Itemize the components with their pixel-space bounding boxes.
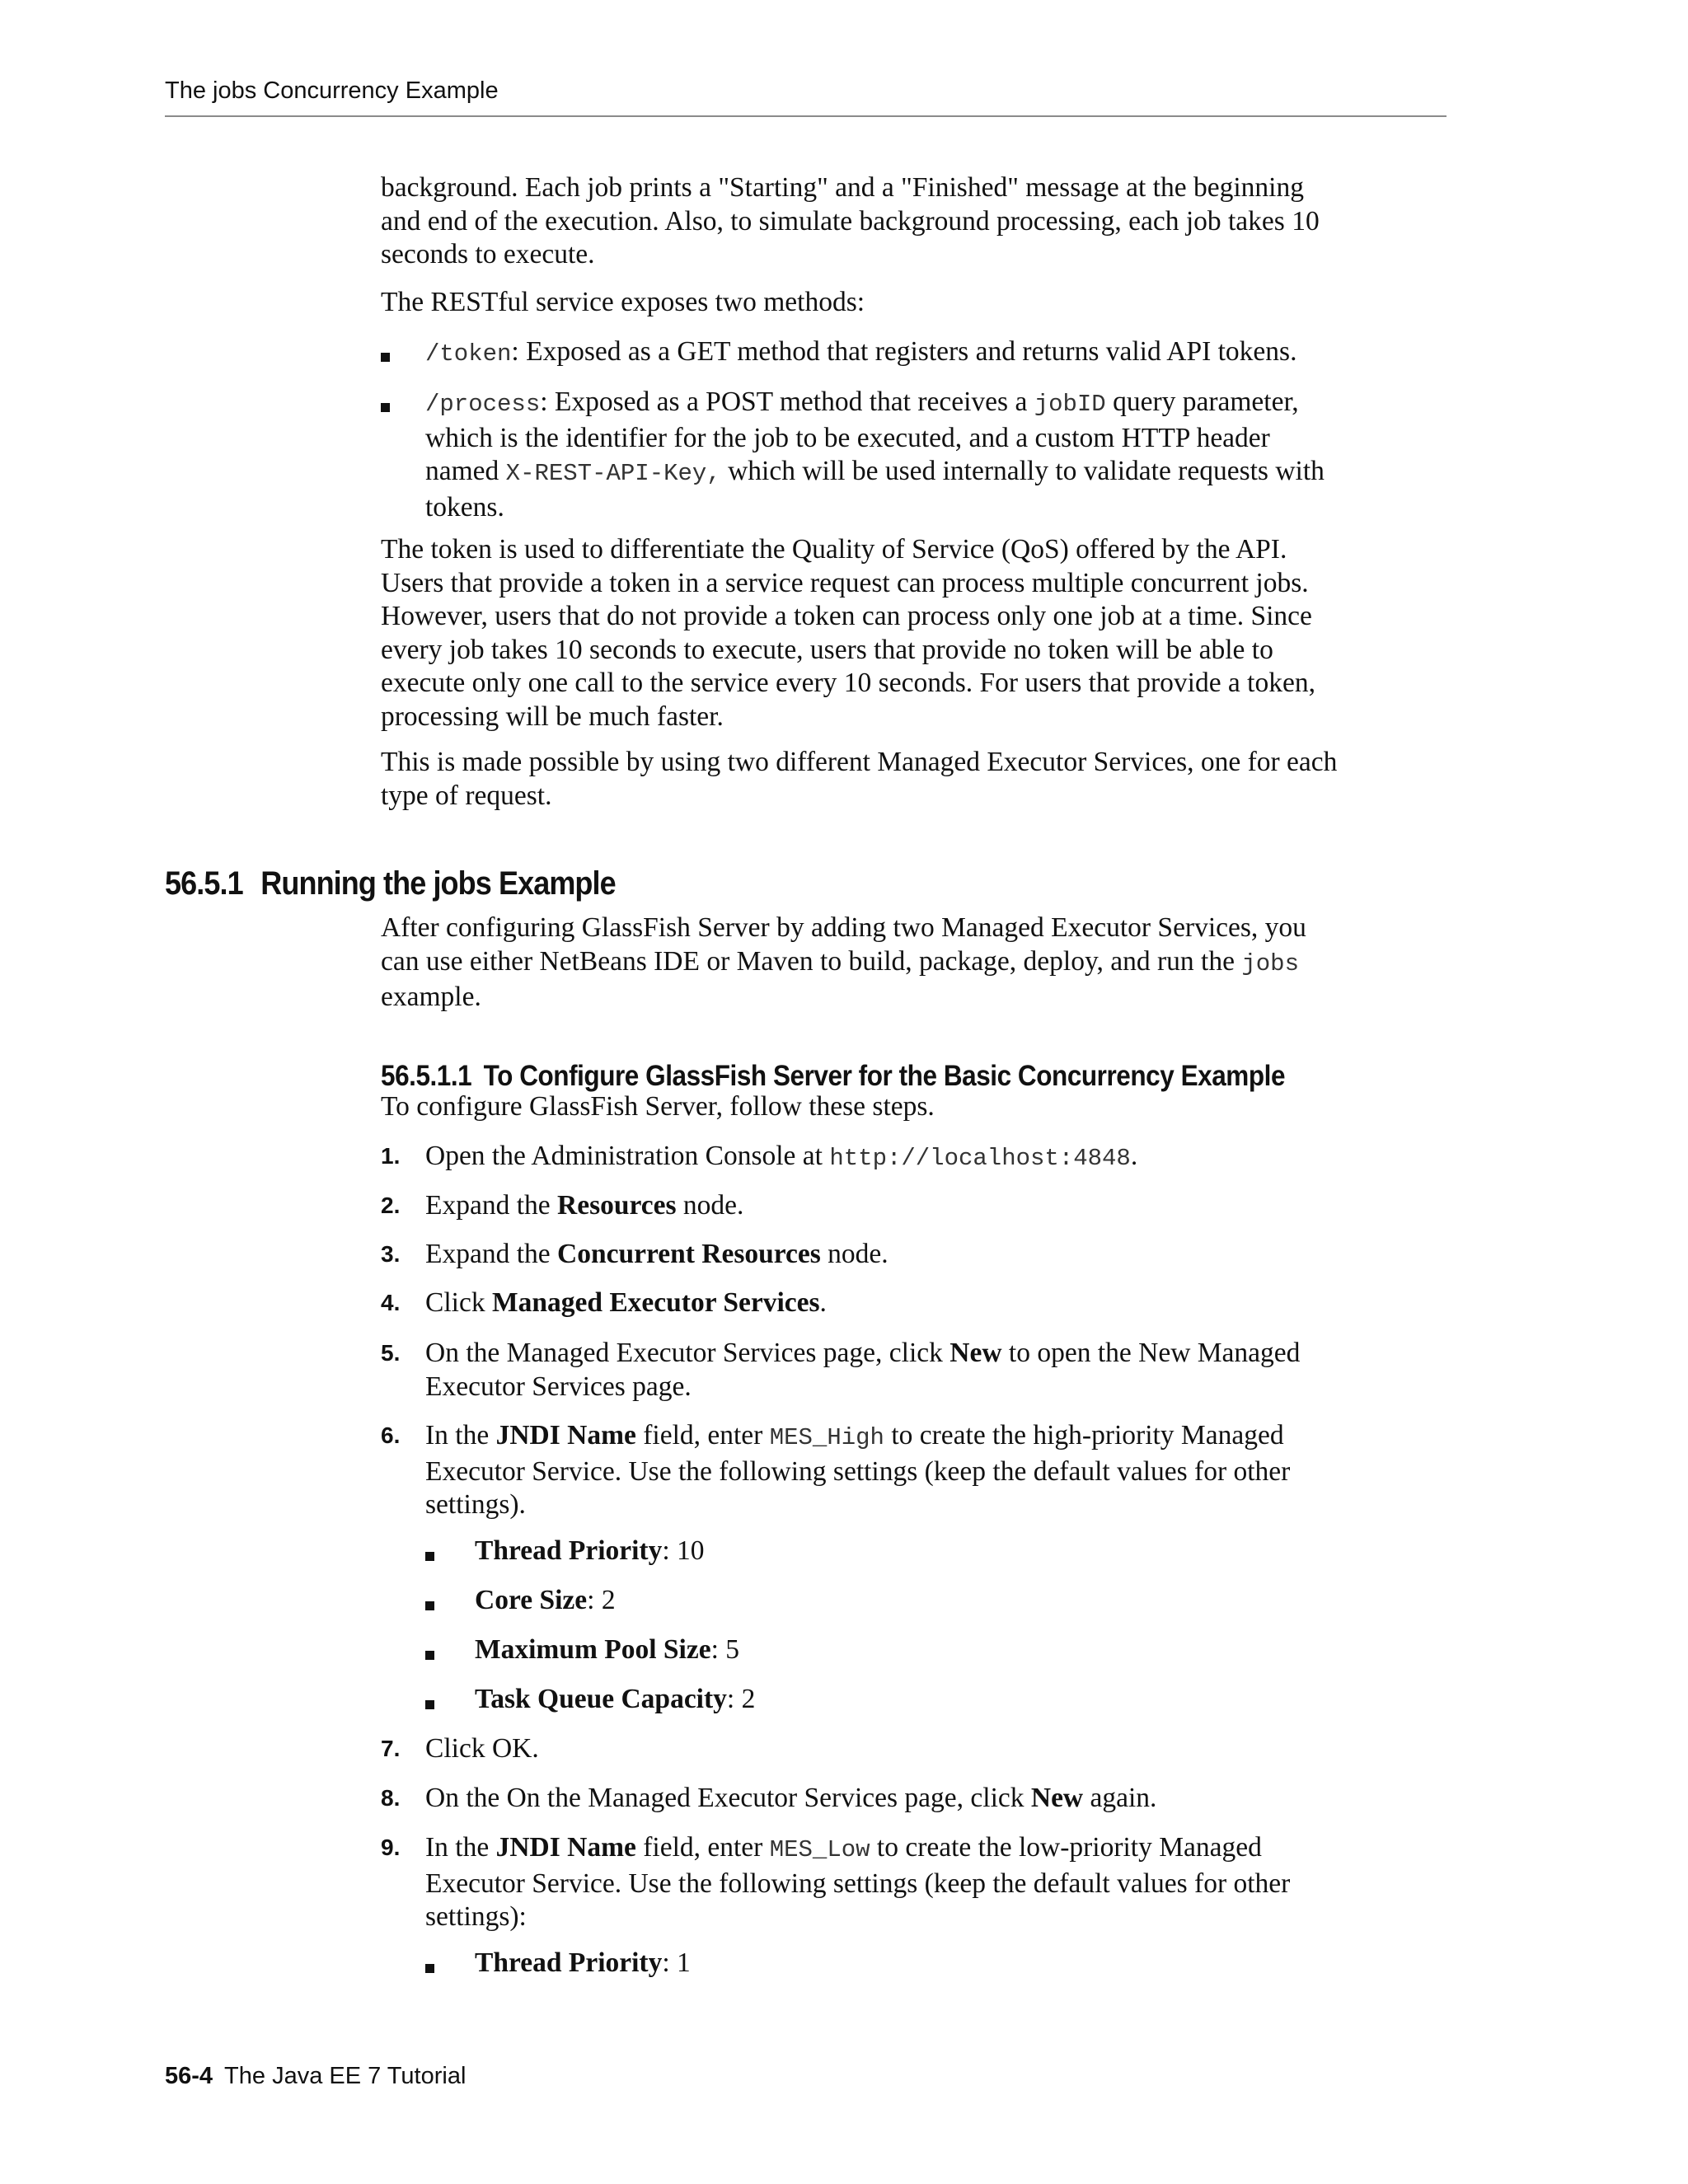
- token-endpoint: /token: [425, 340, 512, 368]
- subsection-number: 56.5.1.1: [381, 1060, 472, 1092]
- setting-thread-priority-high: Thread Priority: 10: [475, 1535, 705, 1566]
- step-number: 6.: [381, 1422, 401, 1448]
- bullet-icon: [381, 353, 390, 362]
- step-number: 5.: [381, 1340, 401, 1366]
- running-header: The jobs Concurrency Example: [165, 77, 499, 104]
- methods-intro: The RESTful service exposes two methods:: [381, 287, 865, 317]
- step-7: Click OK.: [425, 1733, 539, 1764]
- step-number: 1.: [381, 1143, 401, 1169]
- book-title: The Java EE 7 Tutorial: [224, 2063, 467, 2089]
- page-number: 56-4: [165, 2063, 213, 2089]
- step-number: 7.: [381, 1736, 401, 1761]
- bullet-icon: [425, 1552, 434, 1561]
- executor-paragraph: This is made possible by using two different Managed Executor Services, one for each type of request.: [381, 747, 1338, 811]
- step-number: 4.: [381, 1290, 401, 1315]
- section-number: 56.5.1: [165, 865, 243, 902]
- section-paragraph: After configuring GlassFish Server by adding two Managed Executor Services, you can use either NetBeans IDE or Maven to build, package, deploy, and run the jobs example.: [381, 912, 1306, 1012]
- header-rule: [165, 115, 1447, 117]
- step-8: On the On the Managed Executor Services page, click New again.: [425, 1783, 1157, 1813]
- step-number: 9.: [381, 1835, 401, 1860]
- bullet-icon: [425, 1601, 434, 1610]
- step-4: Click Managed Executor Services.: [425, 1287, 827, 1318]
- page-footer: [165, 2063, 466, 2090]
- step-number: 2.: [381, 1193, 401, 1218]
- step-3: Expand the Concurrent Resources node.: [425, 1239, 889, 1269]
- setting-task-queue-capacity: Task Queue Capacity: 2: [475, 1684, 756, 1714]
- step-number: 3.: [381, 1241, 401, 1267]
- section-title: Running the jobs Example: [260, 865, 616, 902]
- intro-line-1: background. Each job prints a "Starting" and a "Finished" message at the beginning: [381, 172, 1304, 203]
- setting-core-size: Core Size: 2: [475, 1585, 616, 1615]
- intro-line-2: and end of the execution. Also, to simulate background processing, each job takes 10: [381, 205, 1320, 237]
- bullet-icon: [425, 1700, 434, 1709]
- step-5: On the Managed Executor Services page, click New to open the New Managed Executor Services page.: [425, 1338, 1301, 1402]
- section-heading: [165, 865, 616, 902]
- method-process: /process: Exposed as a POST method that receives a jobID query parameter, which is the identifier for the job to be executed, and a custom HTTP header named X-REST-API-Key, which will be used internally to validate requests with tokens.: [425, 387, 1325, 523]
- bullet-icon: [425, 1964, 434, 1973]
- step-6: In the JNDI Name field, enter MES_High to create the high-priority Managed Executor Service. Use the following settings (keep the default values for other settings).: [425, 1420, 1291, 1520]
- bullet-icon: [425, 1651, 434, 1660]
- subsection-title: To Configure GlassFish Server for the Basic Concurrency Example: [483, 1060, 1286, 1092]
- intro-line-3: seconds to execute.: [381, 239, 595, 269]
- step-9: In the JNDI Name field, enter MES_Low to create the low-priority Managed Executor Service. Use the following settings (keep the default values for other settings):: [425, 1832, 1291, 1932]
- setting-thread-priority-low: Thread Priority: 1: [475, 1947, 691, 1978]
- method-token: /token: Exposed as a GET method that registers and returns valid API tokens.: [425, 336, 1297, 368]
- setting-max-pool-size: Maximum Pool Size: 5: [475, 1634, 740, 1665]
- step-2: Expand the Resources node.: [425, 1190, 744, 1221]
- step-number: 8.: [381, 1785, 401, 1811]
- intro-paragraph: [381, 171, 1444, 272]
- token-paragraph: The token is used to differentiate the Quality of Service (QoS) offered by the API. Users that provide a token in a service request can process multiple concurrent jobs. However, users that do not provide a token can process only one job at a time. Since every job takes 10 seconds to execute, users that provide no token will be able to execute only one call to the service every 10 seconds. For users that provide a token, processing will be much faster.: [381, 534, 1315, 732]
- subsection-intro: To configure GlassFish Server, follow these steps.: [381, 1091, 935, 1122]
- subsection-heading: [381, 1060, 1285, 1093]
- bullet-icon: [381, 403, 390, 412]
- process-endpoint: /process: [425, 391, 541, 418]
- step-1: Open the Administration Console at http://localhost:4848.: [425, 1141, 1138, 1172]
